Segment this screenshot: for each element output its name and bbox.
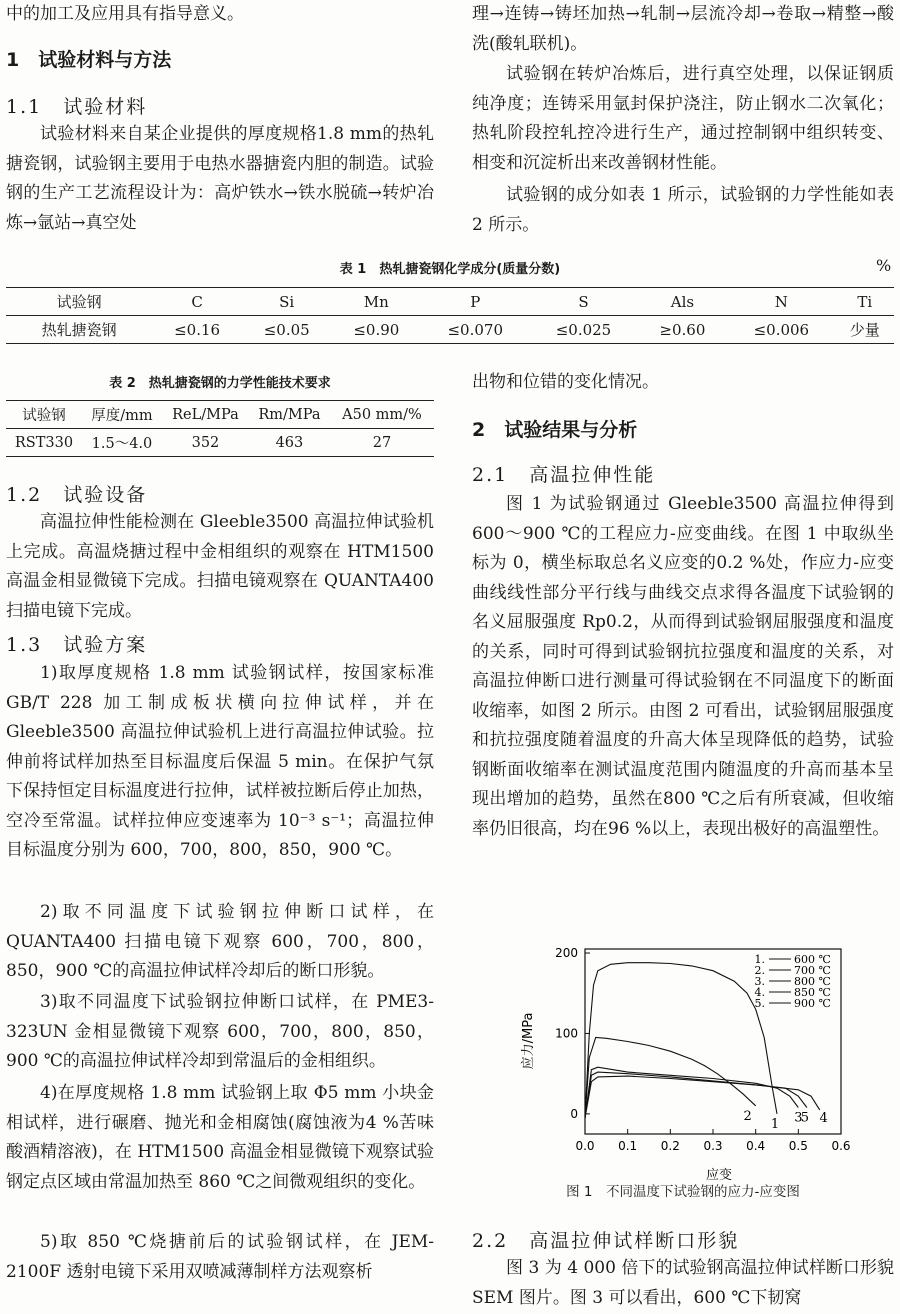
- section-2-2-heading: 2.2 高温拉伸试样断口形貌: [472, 1230, 740, 1252]
- series-line-3: [585, 1067, 798, 1118]
- section-1-3-heading: 1.3 试验方案: [6, 634, 148, 656]
- legend-label: 800 ℃: [794, 975, 831, 988]
- table-1-cell: ≤0.070: [421, 316, 529, 344]
- plan-item-5: 5)取 850 ℃烧搪前后的试验钢试样，在 JEM-2100F 透射电镜下采用双喷减薄制样方法观察析: [6, 1232, 434, 1282]
- legend-number: 5.: [754, 997, 765, 1010]
- table-2-cell: 1.5～4.0: [82, 429, 162, 457]
- table-2-caption: 表 2 热轧搪瓷钢的力学性能技术要求: [109, 376, 331, 391]
- table-2-cell: RST330: [6, 429, 82, 457]
- table-1-header-cell: Si: [242, 288, 332, 316]
- section-1-heading: 1 试验材料与方法: [6, 49, 172, 71]
- legend-label: 600 ℃: [794, 953, 831, 966]
- table-2-cell: 352: [162, 429, 249, 457]
- x-axis-label: 应变: [705, 1168, 733, 1183]
- plan-item-4: 4)在厚度规格 1.8 mm 试验钢上取 Φ5 mm 小块金相试样，进行碾磨、抛光和金相腐蚀(腐蚀液为4 %苦味酸酒精溶液)，在 HTM1500 高温金相显微镜下观察试验钢定点区域由常温加热至 860 ℃之间微观组织的变化。: [6, 1083, 434, 1192]
- figure-1-caption: 图 1 不同温度下试验钢的应力-应变图: [566, 1184, 800, 1200]
- y-axis-label: 应力/MPa: [521, 1012, 536, 1070]
- x-tick-label: 0.3: [703, 1139, 723, 1153]
- section-1-2-heading: 1.2 试验设备: [6, 484, 148, 506]
- table-2-header-cell: 试验钢: [6, 401, 82, 429]
- plan-item-2: 2)取不同温度下试验钢拉伸断口试样，在 QUANTA400 扫描电镜下观察 600，700，800，850，900 ℃的高温拉伸试样冷却后的断口形貌。: [6, 902, 434, 981]
- series-line-2: [585, 1038, 756, 1118]
- table-2-header-cell: A50 mm/%: [330, 401, 434, 429]
- legend-number: 1.: [754, 953, 765, 966]
- table-1-header-cell: P: [421, 288, 529, 316]
- legend-label: 700 ℃: [794, 964, 831, 977]
- tables-intro-paragraph: 试验钢的成分如表 1 所示，试验钢的力学性能如表 2 所示。: [472, 185, 894, 235]
- table-1-unit: %: [876, 256, 892, 275]
- table-row: [6, 316, 894, 344]
- section-2-1-heading: 2.1 高温拉伸性能: [472, 464, 656, 486]
- table-1-header-cell: Mn: [332, 288, 422, 316]
- y-tick-label: 100: [555, 1026, 578, 1041]
- table-2-header-cell: 厚度/mm: [82, 401, 162, 429]
- y-tick-label: 200: [555, 946, 578, 961]
- table-1-cell: 热轧搪瓷钢: [6, 316, 152, 344]
- x-tick-label: 0.0: [575, 1139, 595, 1153]
- series-line-1: [585, 963, 777, 1118]
- material-paragraph: 试验材料来自某企业提供的厚度规格1.8 mm的热轧搪瓷钢，试验钢主要用于电热水器搪瓷内胆的制造。试验钢的生产工艺流程设计为：高炉铁水→铁水脱硫→转炉冶炼→氩站→真空处: [6, 124, 434, 233]
- table-1-cell: ≤0.16: [152, 316, 242, 344]
- table-1-caption: 表 1 热轧搪瓷钢化学成分(质量分数): [339, 262, 561, 277]
- left-first-line: 中的加工及应用具有指导意义。: [6, 4, 244, 24]
- table-1-cell: ≤0.05: [242, 316, 332, 344]
- table-1-header-cell: Als: [638, 288, 728, 316]
- table-1-header-cell: 试验钢: [6, 288, 152, 316]
- table-1-header-cell: N: [727, 288, 835, 316]
- series-line-4: [585, 1072, 820, 1118]
- process-paragraph: 试验钢在转炉冶炼后，进行真空处理，以保证钢质纯净度；连铸采用氩封保护浇注，防止钢水二次氧化；热轧阶段控轧控冷进行生产，通过控制钢中组织转变、相变和沉淀析出来改善钢材性能。: [472, 64, 894, 173]
- y-tick-label: 0: [570, 1106, 578, 1121]
- table-1-header-cell: C: [152, 288, 242, 316]
- table-1-cell: ≤0.90: [332, 316, 422, 344]
- legend-number: 3.: [754, 975, 765, 988]
- table-1-header-cell: S: [529, 288, 637, 316]
- table-1-header-row: [6, 288, 894, 316]
- x-tick-label: 0.4: [746, 1139, 766, 1153]
- table-1-cell: ≥0.60: [638, 316, 728, 344]
- series-end-label: 1: [770, 1116, 780, 1132]
- stress-strain-chart: [507, 935, 867, 1185]
- table-2-header-cell: ReL/MPa: [162, 401, 249, 429]
- table-1-cell: ≤0.006: [727, 316, 835, 344]
- legend-number: 4.: [754, 986, 765, 999]
- series-end-label: 4: [819, 1110, 828, 1126]
- table-2-header-row: [6, 401, 434, 429]
- table-2-cell: 27: [330, 429, 434, 457]
- fracture-paragraph: 图 3 为 4 000 倍下的试验钢高温拉伸试样断口形貌 SEM 图片。图 3 可以看出，600 ℃下韧窝: [472, 1258, 894, 1308]
- tem-paragraph-end: 出物和位错的变化情况。: [472, 372, 659, 392]
- legend-number: 2.: [754, 964, 765, 977]
- section-2-heading: 2 试验结果与分析: [472, 419, 638, 441]
- legend-label: 850 ℃: [794, 986, 831, 999]
- x-tick-label: 0.6: [831, 1139, 851, 1153]
- section-1-1-heading: 1.1 试验材料: [6, 96, 148, 118]
- series-end-label: 3: [794, 1110, 803, 1126]
- x-tick-label: 0.2: [660, 1139, 680, 1153]
- series-end-label: 5: [800, 1110, 810, 1126]
- series-end-label: 2: [743, 1108, 752, 1124]
- equipment-paragraph: 高温拉伸性能检测在 Gleeble3500 高温拉伸试验机上完成。高温烧搪过程中金相组织的观察在 HTM1500 高温金相显微镜下完成。扫描电镜观察在 QUANTA400 扫描电镜下完成。: [6, 512, 434, 621]
- tensile-paragraph: 图 1 为试验钢通过 Gleeble3500 高温拉伸得到 600～900 ℃的工程应力-应变曲线。在图 1 中取纵坐标为 0，横坐标取总名义应变的0.2 %处，作应力-应变曲线线性部分平行线与曲线交点求得各温度下试验钢的名义屈服强度 Rp0.2，从而得到试验钢屈服强度和温度的关系，同时可得到试验钢抗拉强度和温度的关系，对高温拉伸断口进行测量可得试验钢在不同温度下的断面收缩率，如图 2 所示。由图 2 可看出，试验钢屈服强度和抗拉强度随着温度的升高大体呈现降低的趋势，试验钢断面收缩率在测试温度范围内随温度的升高而基本呈现出增加的趋势，虽然在800 ℃之后有所衰减，但收缩率仍旧很高，均在96 %以上，表现出极好的高温塑性。: [472, 494, 894, 839]
- x-tick-label: 0.1: [618, 1139, 638, 1153]
- legend-label: 900 ℃: [794, 997, 831, 1010]
- strain-rate: 10⁻³ s⁻¹: [278, 810, 347, 831]
- process-continued: 理→连铸→铸坯加热→轧制→层流冷却→卷取→精整→酸洗(酸轧联机)。: [472, 4, 894, 54]
- x-tick-label: 0.5: [788, 1139, 808, 1153]
- table-1-cell: 少量: [835, 316, 894, 344]
- table-2-header-cell: Rm/MPa: [249, 401, 330, 429]
- table-1-header-cell: Ti: [835, 288, 894, 316]
- table-2: [6, 400, 434, 457]
- plan-item-3: 3)取不同温度下试验钢拉伸断口试样，在 PME3-323UN 金相显微镜下观察 600，700，800，850，900 ℃的高温拉伸试样冷却到常温后的金相组织。: [6, 992, 434, 1071]
- plan-item-1: 1)取厚度规格 1.8 mm 试验钢试样，按国家标准 GB/T 228 加工制成板状横向拉伸试样，并在 Gleeble3500 高温拉伸试验机上进行高温拉伸试验。拉伸前将试样加热至目标温度后保温 5 min。在保护气氛下保持恒定目标温度进行拉伸，试样被拉断后停止加热，空冷至常温。试样拉伸应变速率为 10⁻³ s⁻¹；高温拉伸目标温度分别为 600，700，800，850，900 ℃。: [6, 663, 435, 860]
- table-2-cell: 463: [249, 429, 330, 457]
- table-1-cell: ≤0.025: [529, 316, 637, 344]
- table-row: [6, 429, 434, 457]
- table-1: [6, 287, 894, 344]
